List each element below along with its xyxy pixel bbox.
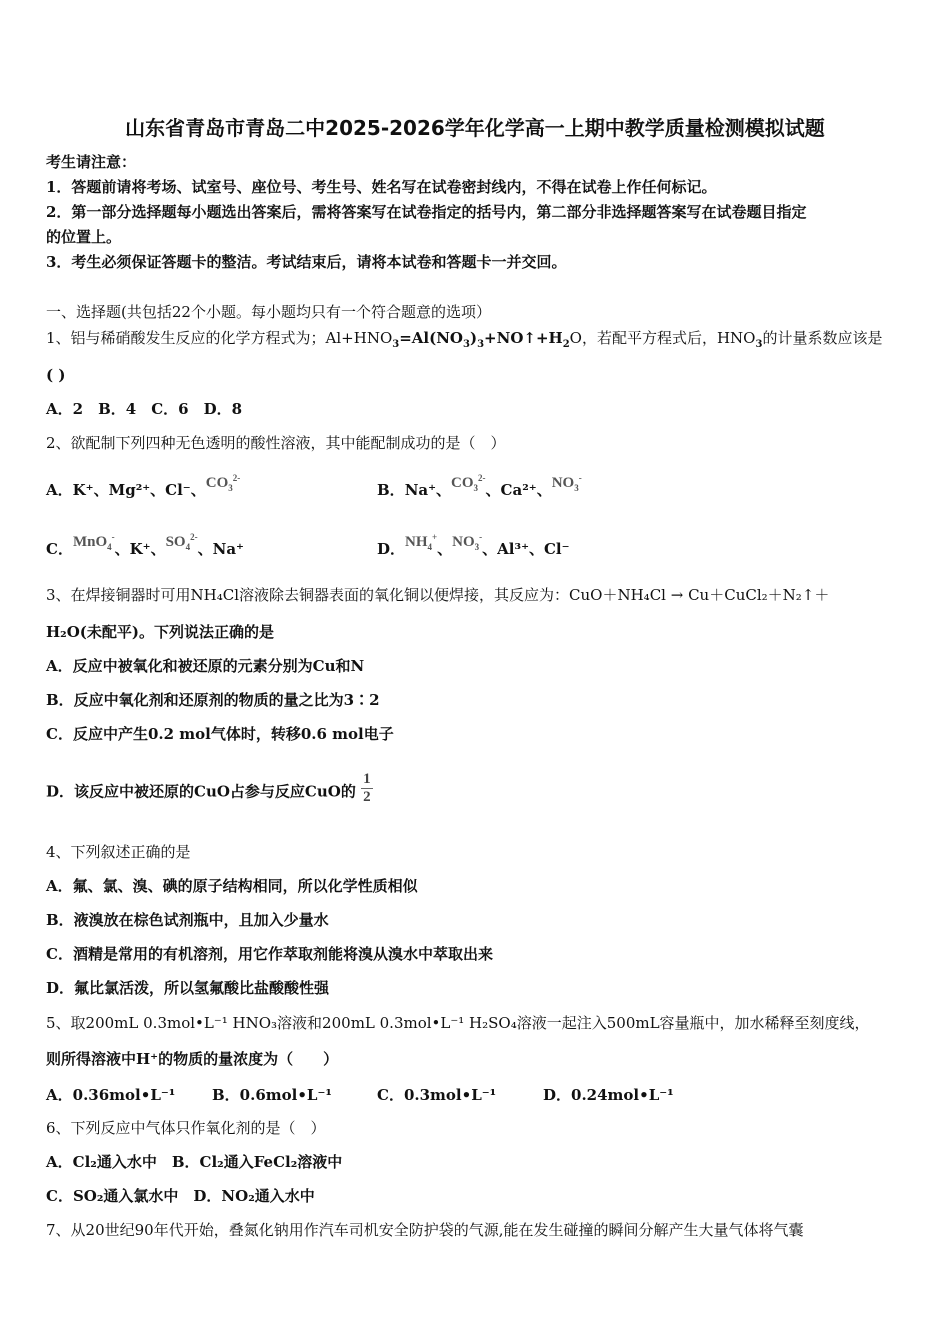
notice-item-3: 3．考生必须保证答题卡的整洁。考试结束后，请将本试卷和答题卡一并交回。 xyxy=(46,253,567,271)
notice-item-1: 1．答题前请将考场、试室号、座位号、考生号、姓名写在试卷密封线内，不得在试卷上作任何标记。 xyxy=(46,178,717,196)
section-heading: 一、选择题(共包括22个小题。每小题均只有一个符合题意的选项） xyxy=(46,303,491,321)
question-5-stem: 5、取200mL 0.3mol•L⁻¹ HNO₃溶液和200mL 0.3mol•L⁻¹ H₂SO₄溶液一起注入500mL容量瓶中，加水稀释至刻度线， xyxy=(46,1014,870,1032)
page-title: 山东省青岛市青岛二中2025-2026学年化学高一上期中教学质量检测模拟试题 xyxy=(125,116,825,140)
question-1-options: A．2 B．4 C．6 D．8 xyxy=(46,400,243,418)
question-6-options-ab: A．Cl₂通入水中 B．Cl₂通入FeCl₂溶液中 xyxy=(46,1153,343,1171)
question-5-option-c: C．0.3mol•L⁻¹ xyxy=(377,1086,497,1104)
question-5-option-b: B．0.6mol•L⁻¹ xyxy=(212,1086,332,1104)
fraction-one-half: $\frac{1}{2}$ xyxy=(363,771,371,805)
carbonate-ion: $CO_3^{2-}$ xyxy=(205,473,241,493)
question-3-stem: 3、在焊接铜器时可用NH₄Cl溶液除去铜器表面的氧化铜以便焊接，其反应为：CuO＋NH₄Cl → Cu＋CuCl₂＋N₂↑＋ xyxy=(46,586,830,604)
question-6-stem: 6、下列反应中气体只作氧化剂的是（ ） xyxy=(46,1119,326,1137)
question-2-option-b: B．Na⁺、$CO_3^{2-}$、Ca²⁺、$NO_3^-$ xyxy=(377,473,582,499)
permanganate-ion: MnO$_4$- xyxy=(72,532,115,552)
notice-item-2-cont: 的位置上。 xyxy=(46,228,122,246)
notice-item-2: 2．第一部分选择题每小题选出答案后，需将答案写在试卷指定的括号内，第二部分非选择题答案写在试卷题目指定 xyxy=(46,203,807,221)
question-4-stem: 4、下列叙述正确的是 xyxy=(46,843,191,861)
question-7-stem: 7、从20世纪90年代开始，叠氮化钠用作汽车司机安全防护袋的气源,能在发生碰撞的瞬间分解产生大量气体将气囊 xyxy=(46,1221,804,1239)
question-3-option-b: B．反应中氧化剂和还原剂的物质的量之比为3∶2 xyxy=(46,691,380,709)
question-3-option-d: D．该反应中被还原的CuO占参与反应CuO的 $\frac{1}{2}$ xyxy=(46,771,371,805)
question-3-option-c: C．反应中产生0.2 mol气体时，转移0.6 mol电子 xyxy=(46,725,394,743)
question-4-option-d: D．氟比氯活泼，所以氢氟酸比盐酸酸性强 xyxy=(46,979,330,997)
question-4-option-c: C．酒精是常用的有机溶剂，用它作萃取剂能将溴从溴水中萃取出来 xyxy=(46,945,493,963)
question-4-option-a: A．氟、氯、溴、碘的原子结构相同，所以化学性质相似 xyxy=(46,877,418,895)
question-5-option-d: D．0.24mol•L⁻¹ xyxy=(543,1086,674,1104)
question-3-stem-cont: H₂O(未配平)。下列说法正确的是 xyxy=(46,623,275,641)
notice-heading: 考生请注意： xyxy=(46,153,137,171)
carbonate-ion: $CO_3^{2-}$ xyxy=(451,473,486,493)
question-1-stem-cont: ( ) xyxy=(46,366,66,384)
nitrate-ion: $NO_3^-$ xyxy=(452,532,483,552)
question-2-option-c: C．MnO$_4$-、K⁺、$SO_4^{2-}$、Na⁺ xyxy=(46,532,244,558)
question-5-stem-cont: 则所得溶液中H⁺的物质的量浓度为（ ） xyxy=(46,1050,339,1068)
ammonium-ion: $NH_4^+$ xyxy=(405,532,438,552)
question-3-option-a: A．反应中被氧化和被还原的元素分别为Cu和N xyxy=(46,657,365,675)
question-4-option-b: B．液溴放在棕色试剂瓶中，且加入少量水 xyxy=(46,911,329,929)
question-2-stem: 2、欲配制下列四种无色透明的酸性溶液，其中能配制成功的是（ ） xyxy=(46,434,506,452)
question-2-option-a: A．K⁺、Mg²⁺、Cl⁻、$CO_3^{2-}$ xyxy=(46,473,241,499)
nitrate-ion: $NO_3^-$ xyxy=(551,473,582,493)
question-1-stem: 1、铝与稀硝酸发生反应的化学方程式为；$Al+HNO_3=Al(NO_3)_3+NO↑+H_2O$，若配平方程式后，$HNO_3$的计量系数应该是 xyxy=(46,329,883,350)
question-5-option-a: A．0.36mol•L⁻¹ xyxy=(46,1086,176,1104)
question-2-option-d: D．$NH_4^+$、$NO_3^-$、Al³⁺、Cl⁻ xyxy=(377,532,570,558)
sulfate-ion: $SO_4^{2-}$ xyxy=(165,532,198,552)
question-6-options-cd: C．SO₂通入氯水中 D．NO₂通入水中 xyxy=(46,1187,315,1205)
